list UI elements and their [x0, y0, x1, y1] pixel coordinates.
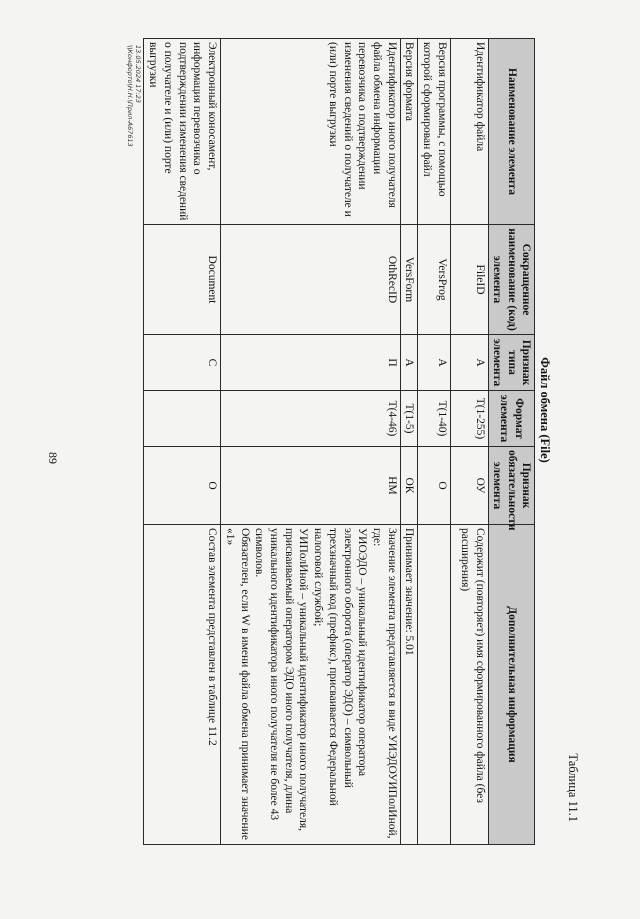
- cell-name: Идентификатор иного получателя файла обмена информации перевозчика о подтверждении изменения сведений о получателе и (или) порте выгрузки: [221, 39, 401, 225]
- cell-format: T(1-5): [400, 391, 418, 447]
- stamp-path: \\Конфорто\Н.Н.\Прил-А67613: [126, 45, 135, 147]
- table-row: [144, 39, 221, 845]
- rotated-page-content: [120, 0, 640, 880]
- cell-format: T(4-46): [221, 391, 401, 447]
- cell-format: [144, 391, 221, 447]
- cell-type: С: [144, 335, 221, 391]
- cell-type: А: [400, 335, 418, 391]
- table-row: [418, 39, 450, 845]
- cell-required: НМ: [221, 447, 401, 525]
- print-stamp: [126, 45, 142, 147]
- file-exchange-table: [144, 38, 536, 845]
- cell-type: П: [221, 335, 401, 391]
- cell-format: T(1-40): [418, 391, 450, 447]
- cell-code: Document: [144, 225, 221, 335]
- header-info: Дополнительная информация: [488, 525, 534, 845]
- table-header-row: [488, 39, 534, 845]
- cell-required: О: [418, 447, 450, 525]
- header-required: Признак обязательности элемента: [488, 447, 534, 525]
- cell-info: [418, 525, 450, 845]
- cell-name: Электронный коносамент, информация перевозчика о подтверждении изменения сведений о получателе и (или) порте выгрузки: [144, 39, 221, 225]
- header-name: Наименование элемента: [488, 39, 534, 225]
- header-code: Сокращенное наименование (код) элемента: [488, 225, 534, 335]
- cell-code: VersForm: [400, 225, 418, 335]
- cell-name: Версия формата: [400, 39, 418, 225]
- table-caption: Файл обмена (File): [538, 357, 552, 463]
- cell-required: О: [144, 447, 221, 525]
- cell-code: OthRecID: [221, 225, 401, 335]
- cell-info: Содержит (повторяет) имя сформированного файла (без расширения): [450, 525, 488, 845]
- cell-required: ОУ: [450, 447, 488, 525]
- cell-code: FileID: [450, 225, 488, 335]
- stamp-date: 13.05.2024 17:23: [134, 45, 143, 104]
- cell-name: Идентификатор файла: [450, 39, 488, 225]
- cell-type: А: [450, 335, 488, 391]
- table-row: [221, 39, 401, 845]
- cell-format: T(1-255): [450, 391, 488, 447]
- cell-info: Принимает значение: 5.01: [400, 525, 418, 845]
- cell-info: Состав элемента представлен в таблице 11.2: [144, 525, 221, 845]
- header-type: Признак типа элемента: [488, 335, 534, 391]
- table-row: [400, 39, 418, 845]
- table-label: Таблица 11.1: [566, 753, 580, 822]
- cell-type: А: [418, 335, 450, 391]
- header-format: Формат элемента: [488, 391, 534, 447]
- cell-code: VersProg: [418, 225, 450, 335]
- cell-info: Значение элемента представляется в виде УИЭДОУИПолИной, где: УИОЭДО – уникальный идентификатор оператора электронного оборота (оператор ЭДО) – символьный трехзначный код (префикс), присваивается Федеральной налоговой службой; УИПолИной – уникальный идентификатор иного получателя, присваиваемый оператором ЭДО иного получателя, длина уникального идентификатора иного получателя не более 43 символов. Обязателен, если W в имени файла обмена принимает значение «1»: [221, 525, 401, 845]
- table-row: [450, 39, 488, 845]
- cell-name: Версия программы, с помощью которой сформирован файл: [418, 39, 450, 225]
- cell-required: ОК: [400, 447, 418, 525]
- page-number: 89: [46, 452, 60, 464]
